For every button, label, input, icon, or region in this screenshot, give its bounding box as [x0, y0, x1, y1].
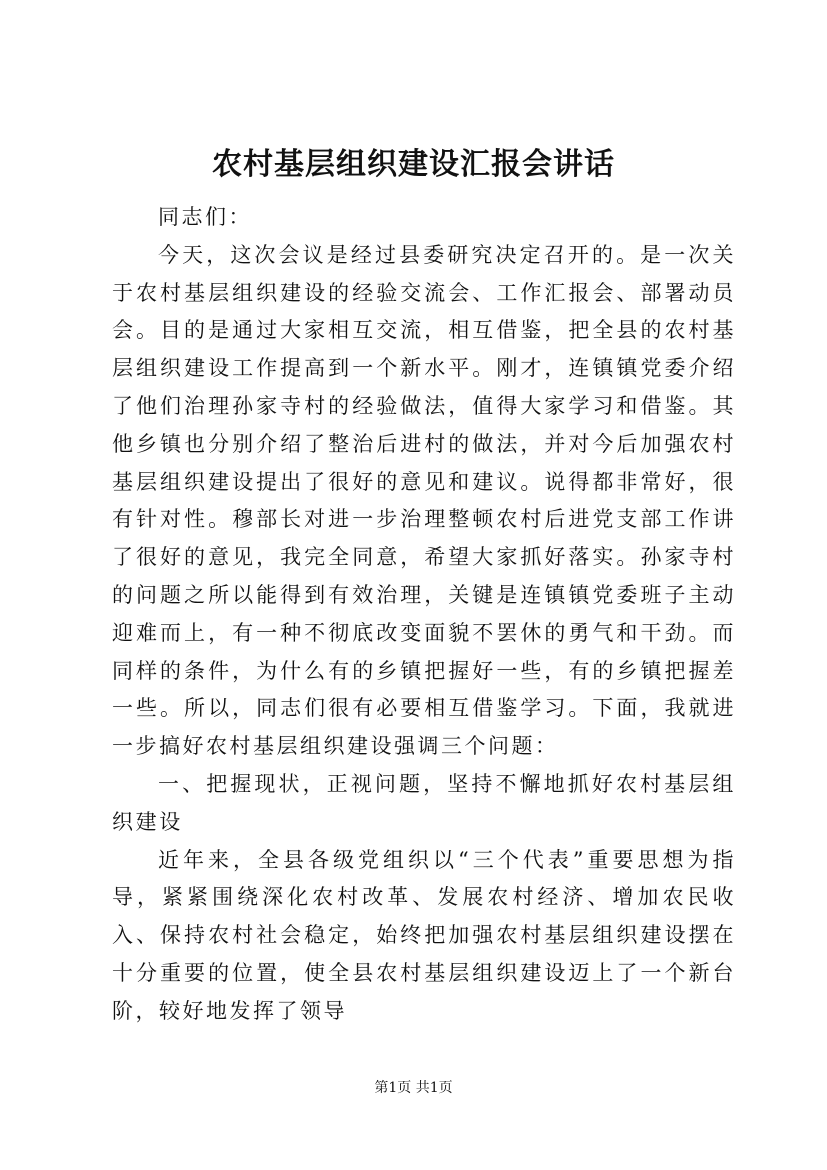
- section-1-paragraph: 近年来，全县各级党组织以“三个代表”重要思想为指导，紧紧围绕深化农村改革、发展农村经济、增加农民收入、保持农村社会稳定，始终把加强农村基层组织建设摆在十分重要的位置，使全县农村基层组织建设迈上了一个新台阶，较好地发挥了领导: [112, 847, 736, 1023]
- section-heading-1: 一、把握现状，正视问题，坚持不懈地抓好农村基层组织建设: [112, 771, 736, 834]
- document-body: [112, 199, 736, 1031]
- intro-paragraph: 今天，这次会议是经过县委研究决定召开的。是一次关于农村基层组织建设的经验交流会、工作汇报会、部署动员会。目的是通过大家相互交流，相互借鉴，把全县的农村基层组织建设工作提高到一个新水平。刚才，连镇镇党委介绍了他们治理孙家寺村的经验做法，值得大家学习和借鉴。其他乡镇也分别介绍了整治后进村的做法，并对今后加强农村基层组织建设提出了很好的意见和建议。说得都非常好，很有针对性。穆部长对进一步治理整顿农村后进党支部工作讲了很好的意见，我完全同意，希望大家抓好落实。孙家寺村的问题之所以能得到有效治理，关键是连镇镇党委班子主动迎难而上，有一种不彻底改变面貌不罢休的勇气和干劲。而同样的条件，为什么有的乡镇把握好一些，有的乡镇把握差一些。所以，同志们很有必要相互借鉴学习。下面，我就进一步搞好农村基层组织建设强调三个问题：: [112, 242, 736, 759]
- page-footer: [0, 1078, 827, 1098]
- salutation-paragraph: 同志们：: [158, 205, 252, 229]
- page-number-label: 第1页 共1页: [374, 1080, 453, 1096]
- document-title: 农村基层组织建设汇报会讲话: [212, 147, 615, 182]
